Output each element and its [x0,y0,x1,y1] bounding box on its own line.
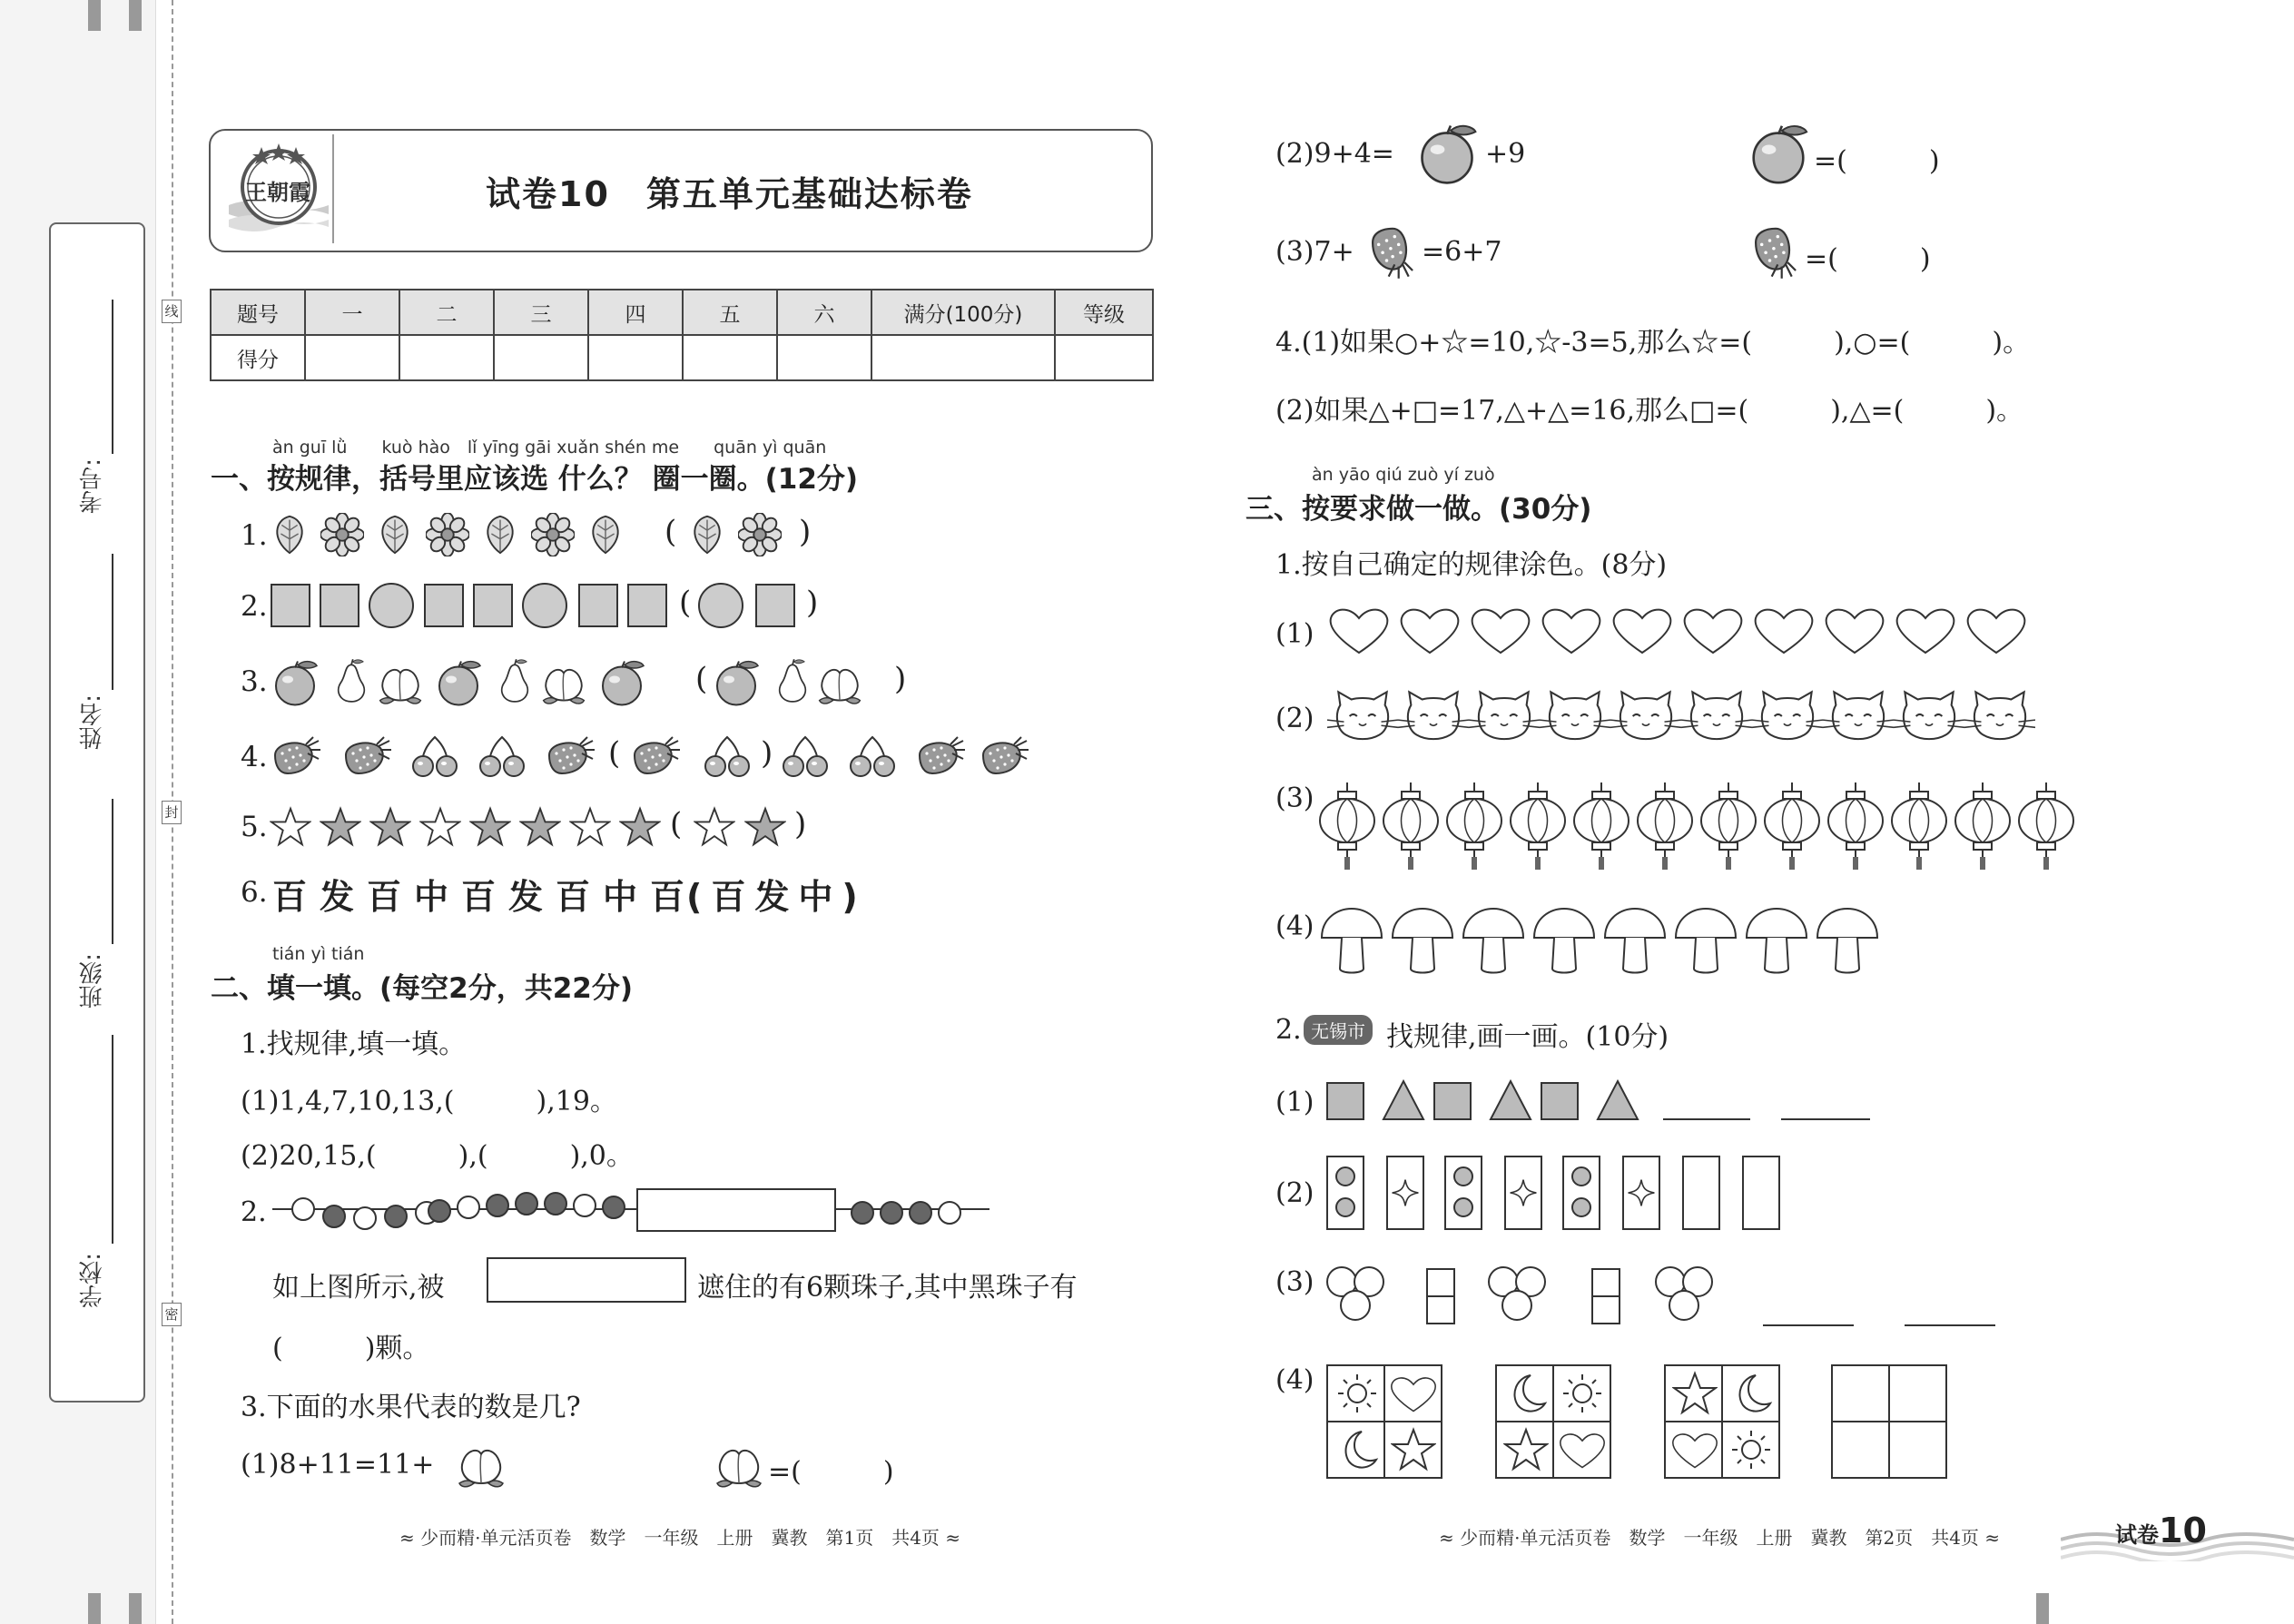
bead-string [272,1184,999,1238]
star-filled-icon [521,809,559,845]
cover-box [487,1257,686,1303]
s2-q3b: (2)9+4= [1275,138,1394,170]
strawberry-icon [1362,218,1422,283]
seal-secret-char: 密 [162,1303,182,1326]
pear-icon [502,659,528,702]
heart-icon [1543,610,1600,653]
hearts-row [1327,603,2044,659]
heart-icon [1756,610,1813,653]
s3-q1: 1.按自己确定的规律涂色。(8分) [1275,549,1668,581]
cat-icon [1823,692,1894,739]
flower-icon [426,513,469,556]
shape-pattern-2 [1325,1155,1788,1231]
paren-right: ) [894,661,907,697]
class-label: 班级: [79,953,106,1009]
score-header: 三 [494,290,588,335]
heart-icon [1472,610,1530,653]
s2-q3b-rest: +9 [1485,138,1526,170]
score-cell[interactable] [1055,335,1153,380]
star-filled-icon [621,809,659,845]
s2-q3b-answer: =( ) [1814,145,1940,177]
mushroom-icon [1747,909,1807,973]
q6-sequence: 百发百中百发百中百 [272,877,698,917]
mushroom-icon [1817,909,1877,973]
star-filled-icon [321,809,359,845]
strawberry-icon [346,737,391,773]
school-label: 学校: [79,1253,106,1308]
star-outline-icon [571,809,609,845]
heart-icon [1402,610,1459,653]
page-title: 试卷10 第五单元基础达标卷 [486,174,973,214]
star-outline-icon [271,809,310,845]
cat-icon [1469,692,1540,739]
s3-p4: (4) [1275,910,1314,942]
s3-p1: (1) [1275,618,1314,650]
score-header: 二 [399,290,494,335]
score-header: 题号 [211,290,305,335]
lantern-icon [1955,782,2010,870]
section1-title: 一、按规律，括号里应该选 什么？ 圈一圈。(12分) [211,463,859,496]
paren-left: ( [608,735,621,772]
cat-icon [1681,692,1752,739]
class-field[interactable] [112,799,113,944]
paren-right: ) [799,514,812,550]
s2-q4a: 4.(1)如果○+☆=10,☆-3=5,那么☆=( ),○=( )。 [1275,327,2031,359]
shape-pattern-1 [1325,1076,1888,1130]
score-cell[interactable] [683,335,777,380]
cherry-icon [783,737,827,776]
s3-q2-text: 找规律,画一画。(10分) [1386,1021,1669,1053]
mushroom-icon [1534,909,1594,973]
strawberry-icon [920,737,965,773]
strawberry-icon [275,737,320,773]
s2-q4b: (2)如果△+□=17,△+△=16,那么□=( ),△=( )。 [1275,395,2024,427]
star-filled-icon [371,809,409,845]
q2-number: 2. [241,590,268,623]
seal-seal-char: 封 [162,801,182,824]
score-header: 一 [305,290,399,335]
mushroom-icon [1322,909,1382,973]
s3-p3: (3) [1275,782,1314,814]
seal-line-char: 线 [162,300,182,323]
paren-right: ) [794,806,807,842]
paren-left: ( [665,514,677,550]
score-cell[interactable] [305,335,399,380]
s2-q3c-answer: =( ) [1805,243,1931,275]
paren-right: ) [761,735,773,772]
s2-q2-text2: 遮住的有6颗珠子,其中黑珠子有 [697,1272,1078,1304]
leaf-icon [277,517,301,553]
lantern-icon [1383,782,1438,870]
q2-row [271,581,815,632]
flower-icon [738,513,782,556]
peach-icon [820,670,861,704]
mushroom-icon [1676,909,1736,973]
punch-mark [129,1593,142,1624]
exam-no-field[interactable] [112,300,113,454]
cherry-icon [480,737,524,776]
cats-row [1327,688,2053,744]
strawberry-icon [635,737,680,773]
lantern-icon [1828,782,1883,870]
paren-left: ( [695,661,708,697]
peach-icon [710,1434,768,1492]
lantern-icon [2019,782,2073,870]
s2-q2-number: 2. [241,1196,267,1228]
name-field[interactable] [112,554,113,690]
apple-icon [717,662,758,705]
shape-pattern-4 [1325,1362,1952,1480]
strawberry-icon [549,737,595,773]
cat-icon [1752,692,1823,739]
apple-icon [276,662,317,705]
cherry-icon [413,737,457,776]
heart-icon [1331,610,1388,653]
lantern-icon [1511,782,1565,870]
section3-pinyin: àn yāo qiú zuò yí zuò [1312,465,1495,485]
strawberry-icon [983,737,1029,773]
flower-icon [320,513,364,556]
s3-q2-number: 2. [1275,1014,1302,1046]
s2-q2-text3: ( )颗。 [272,1333,430,1364]
punch-mark [88,0,101,31]
punch-mark [88,1593,101,1624]
region-tag: 无锡市 [1304,1015,1373,1045]
q1-number: 1. [241,519,268,552]
strawberry-icon [1745,218,1805,283]
apple-icon [439,662,480,705]
q5-number: 5. [241,811,268,843]
cat-icon [1327,692,1398,739]
q5-row [270,804,796,851]
section2-title: 二、填一填。(每空2分，共22分) [211,972,634,1005]
apple-icon [603,662,644,705]
cat-icon [1610,692,1681,739]
leaf-icon [694,517,719,553]
s2-q3a: (1)8+11=11+ [241,1449,435,1481]
leaf-icon [593,517,617,553]
leaf-icon [487,517,512,553]
apple-icon [1743,120,1814,185]
lantern-icon [1574,782,1629,870]
heart-icon [1897,610,1954,653]
section1-pinyin: àn guī lǜ kuò hào lǐ yīng gāi xuǎn shén me quān yì quān [272,438,827,458]
s2-q3a-answer: =( ) [768,1456,894,1488]
star-outline-icon [695,809,733,845]
s3-p2: (2) [1275,703,1314,734]
q4-number: 4. [241,741,268,773]
q3-row [268,652,921,712]
peach-icon [380,670,421,704]
s2-q2-text1: 如上图所示,被 [272,1272,445,1304]
s2-q1a: (1)1,4,7,10,13,( ),19。 [241,1086,617,1117]
s2-q1: 1.找规律,填一填。 [241,1029,467,1060]
cherry-icon [705,737,749,776]
student-info-card [49,222,145,1403]
cat-icon [1964,692,2035,739]
cat-icon [1540,692,1610,739]
pear-icon [780,659,806,702]
lantern-icon [1638,782,1692,870]
q1-row [268,510,831,561]
heart-icon [1968,610,2025,653]
binding-margin [0,0,156,1624]
peach-icon [544,670,585,704]
score-header: 等级 [1055,290,1153,335]
school-field[interactable] [112,1035,113,1244]
cat-icon [1398,692,1469,739]
s3-d3: (3) [1275,1266,1314,1298]
heart-icon [1685,610,1742,653]
s3-d1: (1) [1275,1087,1314,1118]
mushroom-icon [1463,909,1523,973]
paren-right: ) [806,585,819,621]
logo [225,134,334,243]
paper-badge [2115,1511,2207,1550]
heart-icon [1614,610,1671,653]
q6-options: (百发中) [686,877,867,917]
apple-icon [1409,120,1485,185]
s2-q3c: (3)7+ [1275,236,1354,268]
s2-q3: 3.下面的水果代表的数是几? [241,1392,581,1423]
section2-pinyin: tián yì tián [272,944,365,964]
name-label: 姓名: [79,694,106,750]
s2-q3c-rest: =6+7 [1422,236,1502,268]
logo-text: 王朝霞 [245,179,310,205]
score-table [210,289,1154,381]
leaf-icon [382,517,407,553]
mushroom-icon [1393,909,1452,973]
q4-row [268,731,1049,782]
exam-no-label: 考号: [79,458,106,514]
star-filled-icon [746,809,784,845]
paper-badge-number: 10 [2159,1511,2207,1550]
score-cell[interactable] [588,335,683,380]
star-filled-icon [471,809,509,845]
score-cell[interactable] [777,335,871,380]
lantern-icon [1892,782,1946,870]
footer-left: ≈ 少而精·单元活页卷 数学 一年级 上册 冀教 第1页 共4页 ≈ [399,1527,961,1549]
paper-badge-label: 试卷 [2115,1522,2159,1548]
lantern-icon [1447,782,1501,870]
heart-icon [1826,610,1884,653]
s2-q1b: (2)20,15,( ),( ),0。 [241,1140,634,1172]
lantern-icon [1765,782,1819,870]
s3-d4: (4) [1275,1364,1314,1396]
score-row-label: 得分 [211,335,305,380]
flower-icon [531,513,575,556]
paren-left: ( [679,585,692,621]
score-header: 六 [777,290,871,335]
score-cell[interactable] [399,335,494,380]
pear-icon [339,659,365,702]
footer-right: ≈ 少而精·单元活页卷 数学 一年级 上册 冀教 第2页 共4页 ≈ [1439,1527,2001,1549]
score-header: 四 [588,290,683,335]
punch-mark [2036,1593,2049,1624]
answer-line [1905,1324,1999,1327]
lantern-icon [1701,782,1756,870]
q6-number: 6. [241,876,268,909]
mushroom-icon [1605,909,1665,973]
s3-d2: (2) [1275,1177,1314,1209]
punch-mark [129,0,142,31]
cat-icon [1894,692,1964,739]
score-header: 五 [683,290,777,335]
peach-icon [452,1434,510,1492]
lantern-icon [1320,782,1374,870]
shape-pattern-3 [1324,1262,1886,1329]
score-cell[interactable] [494,335,588,380]
q3-number: 3. [241,665,268,698]
score-header: 满分(100分) [871,290,1055,335]
section3-title: 三、按要求做一做。(30分) [1245,493,1592,526]
score-cell[interactable] [871,335,1055,380]
star-outline-icon [421,809,459,845]
mushrooms-row [1318,904,1954,979]
cherry-icon [851,737,894,776]
paren-left: ( [670,806,683,842]
lanterns-row [1318,781,2090,875]
